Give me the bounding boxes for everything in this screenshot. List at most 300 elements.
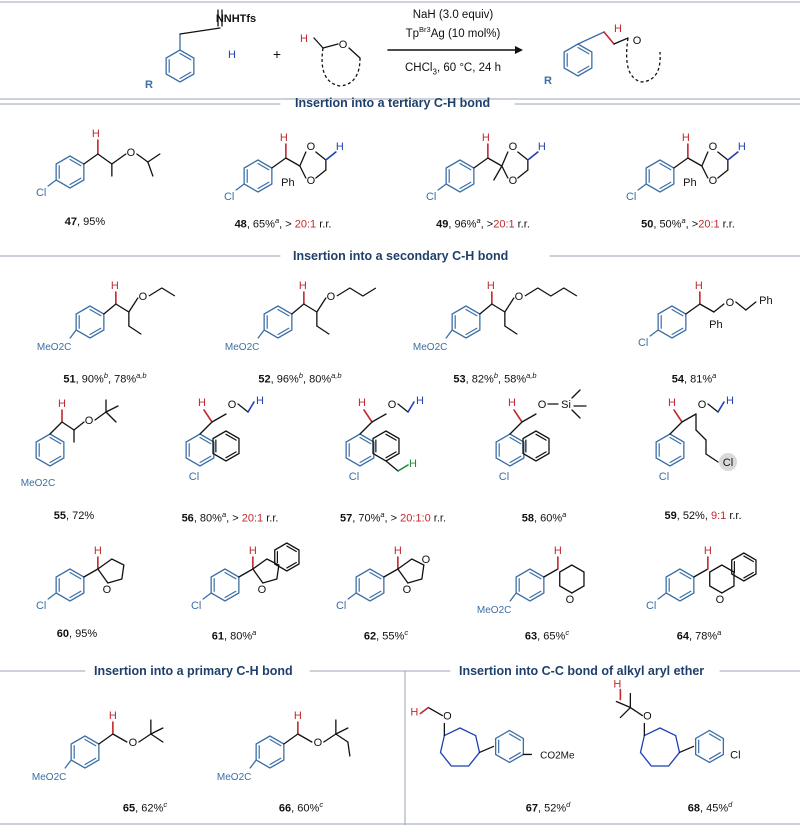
bond: [300, 166, 306, 178]
benzene-ring: [256, 736, 284, 768]
footnote-mark: a: [717, 628, 722, 637]
bond: [248, 402, 254, 412]
aromatic-double-bond: [278, 310, 289, 316]
reagent2-hydrogen: H: [300, 33, 308, 45]
separator: ,: [704, 510, 711, 522]
oxygen-atom: O: [443, 710, 452, 723]
footnote-mark: b: [103, 371, 108, 380]
aromatic-double-bond: [370, 591, 381, 597]
bond: [480, 304, 492, 314]
bond: [572, 390, 580, 398]
c-cl-bond: [48, 180, 56, 186]
bond: [420, 708, 428, 714]
bond: [204, 410, 212, 422]
oxygen-atom: O: [387, 399, 397, 411]
oxygen-atom: O: [306, 141, 316, 153]
bond: [151, 728, 163, 734]
bond: [694, 569, 708, 577]
bond: [98, 154, 112, 164]
bond: [298, 734, 312, 742]
bond: [250, 760, 256, 768]
compound-yield: , 96%: [448, 218, 477, 231]
bond: [686, 304, 700, 314]
catalyst-prefix: Tp: [405, 27, 420, 40]
aromatic-double-bond: [70, 573, 81, 579]
bond: [139, 734, 151, 742]
ratio-prefix: 78%: [114, 373, 137, 386]
aromatic-double-bond: [200, 456, 211, 462]
nnhtfs-group: NNHTfs: [215, 13, 257, 25]
benzene-ring: [496, 434, 524, 466]
bond: [474, 158, 488, 168]
bond: [106, 412, 116, 422]
oxygen-atom: O: [708, 175, 718, 187]
bond: [674, 158, 688, 168]
bond: [502, 152, 508, 166]
aromatic-double-bond: [360, 456, 371, 462]
bond: [682, 414, 696, 422]
ratio-suffix: r.r.: [726, 510, 742, 522]
bond: [408, 402, 414, 412]
aromatic-double-bond: [386, 452, 396, 458]
bond: [95, 412, 106, 420]
hydrogen-red: H: [91, 128, 100, 140]
aromatic-double-bond: [278, 328, 289, 334]
oxygen-atom: O: [257, 584, 267, 596]
regioisomer-ratio: 20:1: [241, 512, 264, 525]
hydrogen-red: H: [553, 545, 562, 557]
compound-number: 57: [339, 512, 353, 525]
hydrogen-green: H: [409, 458, 417, 470]
compound-label-57: [333, 510, 453, 525]
separator: ,: [685, 218, 692, 231]
aromatic-double-bond: [680, 573, 691, 579]
aromatic-double-bond: [460, 182, 471, 188]
bond: [113, 734, 127, 742]
footnote-mark: a: [252, 628, 257, 637]
ratio-prefix: >: [390, 512, 401, 525]
chlorine-atom: Cl: [637, 337, 649, 349]
compound-number: 50: [641, 218, 654, 231]
aromatic-double-bond: [226, 452, 236, 458]
compound-number: 61: [211, 630, 224, 643]
bond: [518, 170, 528, 178]
oxygen-atom: O: [306, 175, 316, 187]
compound-label-64: [639, 628, 759, 643]
bond: [151, 734, 163, 742]
bond: [84, 154, 98, 164]
compound-number: 59: [664, 510, 677, 522]
compound-yield: , 95%: [77, 216, 106, 228]
phenyl-ring: [373, 431, 399, 461]
hydrogen-red: H: [486, 280, 495, 292]
cycloheptatriene-ring: [441, 728, 480, 766]
compound-number: 56: [181, 512, 194, 525]
bond: [116, 304, 129, 312]
bond: [488, 158, 502, 166]
bond: [348, 742, 350, 756]
benzene-ring: [516, 569, 544, 601]
compound-yield: , 55%: [376, 630, 405, 643]
chlorine-atom: Cl: [348, 471, 360, 483]
oxygen-atom: O: [313, 737, 323, 749]
footnote-mark: a: [476, 216, 481, 225]
methyl-ester-label: MeO2C: [216, 772, 252, 783]
hydrogen-red: H: [58, 398, 66, 410]
compound-label-53: [435, 371, 555, 386]
bond: [50, 422, 62, 434]
benzene-ring: [666, 569, 694, 601]
aromatic-double-bond: [386, 434, 396, 440]
bond: [728, 152, 738, 160]
footnote-mark: d: [728, 800, 733, 809]
compound-number: 53: [453, 373, 466, 386]
bond: [630, 708, 642, 716]
bond: [284, 734, 298, 744]
chlorine-atom: Cl: [658, 471, 670, 483]
oxygen-atom: O: [725, 297, 735, 309]
footnote-mark: a: [274, 216, 280, 225]
bond: [398, 404, 408, 412]
c-cl-bond: [48, 593, 56, 599]
compound-yield: , 82%: [465, 373, 494, 386]
benzene-ring: [71, 736, 99, 768]
separator: ,: [384, 512, 391, 525]
chlorine-atom: Cl: [730, 749, 741, 762]
bond: [528, 152, 538, 160]
aromatic-double-bond: [510, 456, 521, 462]
aromatic-double-bond: [670, 438, 681, 444]
benzene-ring: [658, 306, 686, 338]
catalyst-suffix: Ag (10 mol%): [430, 27, 501, 40]
hydrogen-red: H: [108, 710, 117, 722]
section-header-primary: Insertion into a primary C-H bond: [94, 664, 293, 678]
aromatic-double-bond: [510, 438, 521, 444]
bond: [620, 708, 630, 718]
footnote-mark: b: [493, 371, 498, 380]
oxygen-atom: O: [508, 141, 518, 153]
bond: [104, 304, 116, 314]
plus-sign: +: [272, 46, 282, 62]
benzene-ring: [36, 434, 64, 466]
bond: [200, 422, 212, 434]
bond: [106, 406, 118, 412]
bond: [616, 702, 630, 708]
compound-yield: , 65%: [246, 218, 275, 231]
chain: [525, 288, 577, 296]
footnote-mark: a,b: [331, 371, 342, 380]
hydrogen-red: H: [410, 706, 419, 719]
footnote-mark: a: [712, 371, 717, 380]
footnote-mark: c: [319, 800, 324, 809]
bond: [84, 569, 98, 577]
aromatic-double-bond: [709, 753, 720, 759]
bond: [736, 302, 746, 310]
hydrogen-red: H: [393, 545, 402, 557]
bond: [505, 326, 517, 334]
compound-label-62: [326, 628, 446, 643]
oxygen-atom: O: [697, 399, 707, 411]
ratio-suffix: r.r.: [316, 218, 332, 231]
separator: ,: [107, 373, 115, 386]
bond: [502, 166, 508, 178]
separator: ,: [302, 373, 310, 386]
bond: [336, 728, 348, 734]
compound-number: 63: [524, 630, 538, 643]
chlorine-atom: Cl: [35, 600, 47, 612]
c-cl-bond: [638, 184, 646, 190]
bond: [239, 569, 253, 577]
solvent-prefix: CHCl: [405, 62, 433, 74]
compound-number: 67: [525, 802, 538, 815]
compound-number: 54: [671, 373, 684, 386]
compound-label-52: [240, 371, 360, 386]
chlorine-atom: Cl: [223, 191, 235, 203]
benzene-ring: [452, 306, 480, 338]
bond: [746, 302, 756, 310]
bond: [522, 414, 536, 422]
aromatic-double-bond: [536, 452, 546, 458]
aromatic-double-bond: [509, 753, 520, 759]
hydrogen-blue: H: [335, 141, 344, 153]
bond: [714, 304, 724, 312]
phenyl-label: Ph: [709, 319, 723, 331]
separator: ,: [226, 512, 233, 525]
footnote-mark: a,b: [136, 371, 147, 380]
benzene-ring: [656, 434, 684, 466]
compound-yield: , 78%: [688, 630, 718, 643]
bond: [718, 152, 728, 160]
regioisomer-ratio: 20:1: [294, 218, 317, 231]
oxygen-atom: O: [421, 554, 431, 566]
benzene-ring: [211, 569, 239, 601]
chain: [149, 288, 175, 296]
bond: [286, 158, 300, 166]
footnote-mark: d: [566, 800, 571, 809]
aromatic-double-bond: [200, 438, 211, 444]
c-cl-bond: [438, 184, 446, 190]
six-membered-ring: [560, 565, 584, 593]
footnote-mark: c: [404, 628, 409, 637]
compound-yield: , 52%: [537, 802, 567, 815]
chlorine-atom: Cl: [722, 457, 734, 469]
chain: [337, 288, 376, 296]
compound-label-54: [634, 371, 754, 386]
bond: [316, 152, 326, 160]
ratio-suffix: r.r.: [719, 218, 735, 231]
bond: [65, 760, 71, 768]
methyl-ester-label: MeO2C: [36, 342, 72, 353]
regioisomer-ratio: 9:1: [710, 510, 727, 522]
bond: [74, 422, 84, 430]
bond: [148, 162, 153, 176]
benzene-ring: [56, 569, 84, 601]
section-header-cc: Insertion into C-C bond of alkyl aryl ether: [459, 664, 705, 678]
solvent-suffix: , 60 °C, 24 h: [436, 62, 501, 74]
aromatic-double-bond: [670, 456, 681, 462]
compound-number: 64: [676, 630, 689, 643]
bond: [702, 152, 708, 166]
oxygen-atom: O: [227, 399, 237, 411]
compound-label-48: [223, 216, 343, 231]
aromatic-double-bond: [90, 328, 101, 334]
aromatic-double-bond: [672, 328, 683, 334]
footnote-mark: b: [298, 371, 303, 380]
bond: [514, 410, 522, 422]
bond: [212, 414, 226, 422]
hydrogen-blue: H: [537, 141, 546, 153]
silicon-atom: Si: [561, 399, 571, 411]
compound-number: 60: [56, 628, 70, 640]
c-cl-bond: [650, 330, 658, 336]
cycloheptatriene-ring: [641, 728, 680, 766]
oxygen-atom: O: [715, 594, 725, 606]
bond: [696, 430, 706, 440]
conditions-line-1: NaH (3.0 equiv): [412, 9, 494, 21]
methyl-ester-label: MeO2C: [224, 342, 260, 353]
six-membered-ring: [710, 565, 734, 593]
compound-label-58: [484, 510, 604, 525]
aryl-ring: [696, 730, 724, 762]
compound-yield: , 80%: [193, 512, 222, 525]
bond: [510, 593, 516, 601]
bond: [316, 170, 326, 178]
hydrogen-red: H: [508, 397, 516, 409]
benzene-ring: [186, 434, 214, 466]
footnote-mark: a,b: [526, 371, 537, 380]
aromatic-double-bond: [460, 164, 471, 170]
c-cl-bond: [236, 184, 244, 190]
bond: [372, 414, 386, 422]
compound-yield: , 62%: [135, 802, 164, 815]
hydrogen-red: H: [681, 132, 690, 144]
compound-yield: , 52%: [676, 510, 705, 522]
bond: [324, 734, 336, 742]
aromatic-double-bond: [509, 734, 520, 740]
ratio-prefix: >: [691, 218, 699, 231]
compound-label-51: [45, 371, 165, 386]
chlorine-atom: Cl: [425, 191, 437, 203]
section-header-tertiary: Insertion into a tertiary C-H bond: [295, 96, 491, 110]
bond: [129, 298, 138, 312]
fused-benzene: [275, 543, 299, 571]
oxygen-atom: O: [84, 415, 94, 427]
oxygen-atom: O: [128, 737, 138, 749]
ratio-prefix: >: [232, 512, 242, 525]
hydrogen-red: H: [110, 280, 119, 292]
chlorine-atom: Cl: [35, 187, 47, 199]
ratio-suffix: r.r.: [430, 512, 447, 525]
hydrogen-blue: H: [726, 395, 734, 407]
methyl-ester-label: MeO2C: [412, 342, 448, 353]
product-hydrogen: H: [614, 23, 622, 35]
ratio-suffix: r.r.: [263, 512, 279, 525]
bond: [398, 465, 408, 471]
footnote-mark: a: [681, 216, 686, 225]
compound-number: 66: [278, 802, 292, 815]
bond: [272, 158, 286, 168]
hydrogen-red: H: [358, 397, 366, 409]
bond: [70, 330, 76, 338]
bond: [384, 569, 398, 577]
bond: [446, 330, 452, 338]
chlorine-atom: Cl: [190, 600, 202, 612]
compound-label-66: [241, 800, 361, 815]
benzene-ring: [346, 434, 374, 466]
regioisomer-ratio: 20:1: [698, 218, 720, 231]
hydrogen-blue: H: [256, 395, 264, 407]
aromatic-double-bond: [530, 573, 541, 579]
compound-yield: , 72%: [66, 510, 95, 522]
bond: [326, 152, 336, 160]
hydrogen-red: H: [93, 545, 102, 557]
bond: [62, 422, 74, 430]
compound-number: 58: [521, 512, 534, 525]
chlorine-atom: Cl: [625, 191, 637, 203]
compound-label-50: [628, 216, 748, 231]
aromatic-double-bond: [360, 438, 371, 444]
bond: [258, 330, 264, 338]
bond: [679, 746, 693, 752]
reagent2-oxygen: O: [338, 39, 348, 51]
regioisomer-ratio: 20:1: [493, 218, 515, 231]
aromatic-double-bond: [50, 456, 61, 462]
compound-number: 62: [363, 630, 377, 643]
compound-yield: , 45%: [699, 802, 729, 815]
catalyst-superscript: Br3: [419, 25, 431, 34]
ratio-prefix: 58%: [504, 373, 527, 386]
oxygen-atom: O: [565, 594, 575, 606]
c-cl-bond: [348, 593, 356, 599]
bond: [706, 454, 718, 462]
hydrogen-blue: H: [737, 141, 746, 153]
bond: [300, 152, 306, 166]
separator: ,: [480, 218, 487, 231]
hydrogen-red: H: [279, 132, 288, 144]
chlorine-atom: Cl: [335, 600, 347, 612]
compound-label-60: [17, 628, 137, 640]
aromatic-double-bond: [258, 164, 269, 170]
compound-label-49: [423, 216, 543, 231]
compound-number: 51: [63, 373, 76, 386]
compound-yield: , 60%: [291, 802, 320, 815]
compound-yield: , 81%: [683, 373, 713, 386]
bond: [364, 410, 372, 422]
section-header-secondary: Insertion into a secondary C-H bond: [293, 249, 509, 263]
bond: [360, 422, 372, 434]
five-membered-ring: [98, 559, 124, 583]
aromatic-double-bond: [85, 740, 96, 746]
ratio-prefix: >: [486, 218, 494, 231]
aromatic-double-bond: [530, 591, 541, 597]
bond: [428, 708, 442, 716]
bond: [479, 746, 493, 752]
aromatic-double-bond: [50, 438, 61, 444]
compound-number: 68: [687, 802, 700, 815]
bond: [386, 461, 398, 471]
aromatic-double-bond: [90, 310, 101, 316]
phenyl-ring: [523, 431, 549, 461]
hydrogen-red: H: [481, 132, 490, 144]
compound-label-67: [488, 800, 608, 815]
hydrogen-blue: H: [416, 395, 424, 407]
phenyl-label: Ph: [759, 295, 773, 307]
aromatic-double-bond: [672, 310, 683, 316]
oxygen-atom: O: [643, 710, 652, 723]
product-r-group: R: [544, 75, 552, 87]
footnote-mark: a: [562, 510, 567, 519]
aromatic-double-bond: [270, 740, 281, 746]
